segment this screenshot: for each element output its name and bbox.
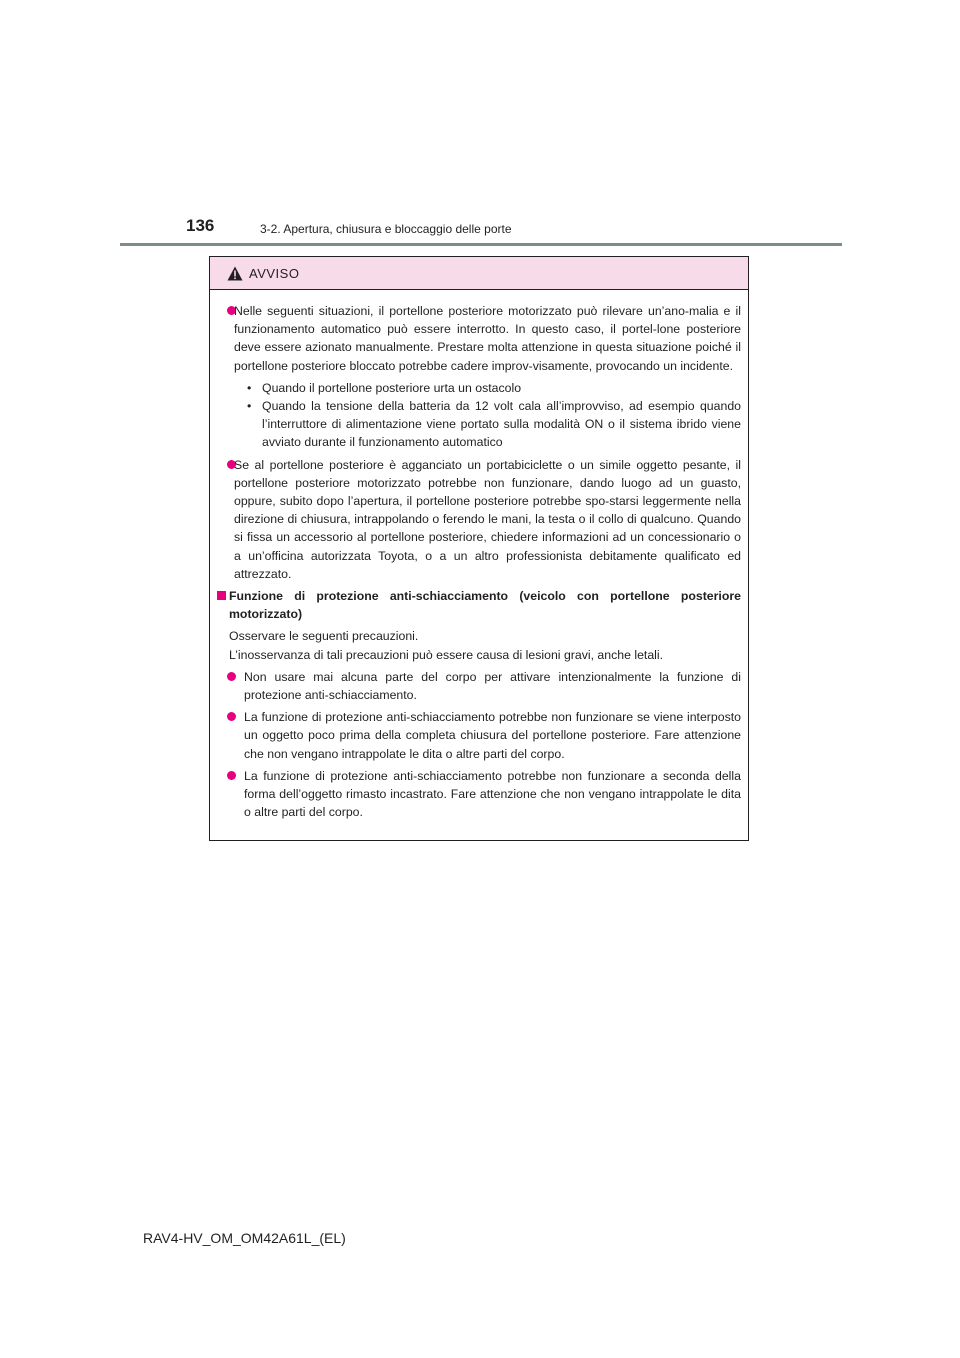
bullet-list bbox=[247, 379, 741, 452]
warning-item bbox=[217, 302, 741, 375]
page-number: 136 bbox=[186, 216, 215, 235]
bullet-item bbox=[247, 379, 741, 397]
bullet-dot-icon bbox=[227, 672, 236, 681]
subsection-item-text: La funzione di protezione anti-schiacciamento potrebbe non funzionare se viene interposto un oggetto poco prima della completa chiusura del portellone posteriore. Fare attenzione che non vengano intrappolate le dita o altre parti del corpo. bbox=[244, 710, 741, 761]
warning-item-text: Nelle seguenti situazioni, il portellone posteriore motorizzato può rilevare un’ano-malia e il funzionamento automatico può essere interrotto. In questo caso, il portel-lone posteriore deve essere azionato manualmente. Prestare molta attenzione in questa situazione poiché il portellone posteriore bloccato potrebbe cadere improv-visamente, provocando un incidente. bbox=[234, 304, 741, 373]
bullet-dot-icon bbox=[227, 771, 236, 780]
warning-item-text: Se al portellone posteriore è agganciato un portabiciclette o un simile oggetto pesante, il portellone posteriore motorizzato potrebbe non funzionare, dando luogo ad un guasto, oppure, subito dopo l’apertura, il portellone posteriore potrebbe spo-starsi leggermente nella direzione di chiusura, intrappolando o ferendo le mani, la testa o il collo di qualcuno. Quando si fissa un accessorio al portellone posteriore, chiedere informazioni ad un concessionario o a un’officina autorizzata Toyota, o a un altro professionista debitamente qualificato ed attrezzato. bbox=[234, 457, 741, 581]
document-code: RAV4-HV_OM_OM42A61L_(EL) bbox=[143, 1230, 346, 1246]
bullet-item bbox=[247, 397, 741, 452]
bullet-text: Quando la tensione della batteria da 12 volt cala all’improvviso, ad esempio quando l’interruttore di alimentazione viene portato sulla modalità ON o il sistema ibrido viene avviato durante il funzionamento automatico bbox=[262, 399, 741, 450]
header-rule bbox=[120, 243, 842, 246]
warning-item bbox=[217, 456, 741, 583]
subsection-item-text: Non usare mai alcuna parte del corpo per attivare intenzionalmente la funzione di protezione anti-schiacciamento. bbox=[244, 669, 741, 703]
section-square-icon bbox=[217, 591, 226, 600]
bullet-mark: • bbox=[247, 399, 252, 414]
bullet-dot-icon bbox=[227, 712, 236, 721]
subsection-item bbox=[227, 668, 741, 704]
subsection-item bbox=[227, 767, 741, 822]
intro-line: L’inosservanza di tali precauzioni può essere causa di lesioni gravi, anche letali. bbox=[229, 647, 664, 662]
section-title: 3-2. Apertura, chiusura e bloccaggio delle porte bbox=[260, 222, 512, 236]
subsection-item-text: La funzione di protezione anti-schiacciamento potrebbe non funzionare a seconda della forma dell’oggetto rimasto incastrato. Fare attenzione che non vengano intrappolate le dita o altre parti del corpo. bbox=[244, 768, 741, 820]
subsection-title: Funzione di protezione anti-schiacciamento (veicolo con portellone posteriore motorizzato) bbox=[229, 589, 741, 622]
subsection-heading bbox=[217, 587, 741, 623]
warning-header bbox=[210, 257, 748, 290]
subsection-item bbox=[227, 708, 741, 763]
intro-line: Osservare le seguenti precauzioni. bbox=[229, 629, 419, 644]
warning-body bbox=[210, 290, 748, 821]
warning-box bbox=[209, 256, 749, 841]
subsection-intro bbox=[229, 627, 741, 663]
warning-triangle-icon bbox=[227, 266, 243, 281]
bullet-mark: • bbox=[247, 380, 252, 395]
warning-title: AVVISO bbox=[249, 265, 300, 281]
bullet-text: Quando il portellone posteriore urta un ostacolo bbox=[262, 380, 522, 395]
